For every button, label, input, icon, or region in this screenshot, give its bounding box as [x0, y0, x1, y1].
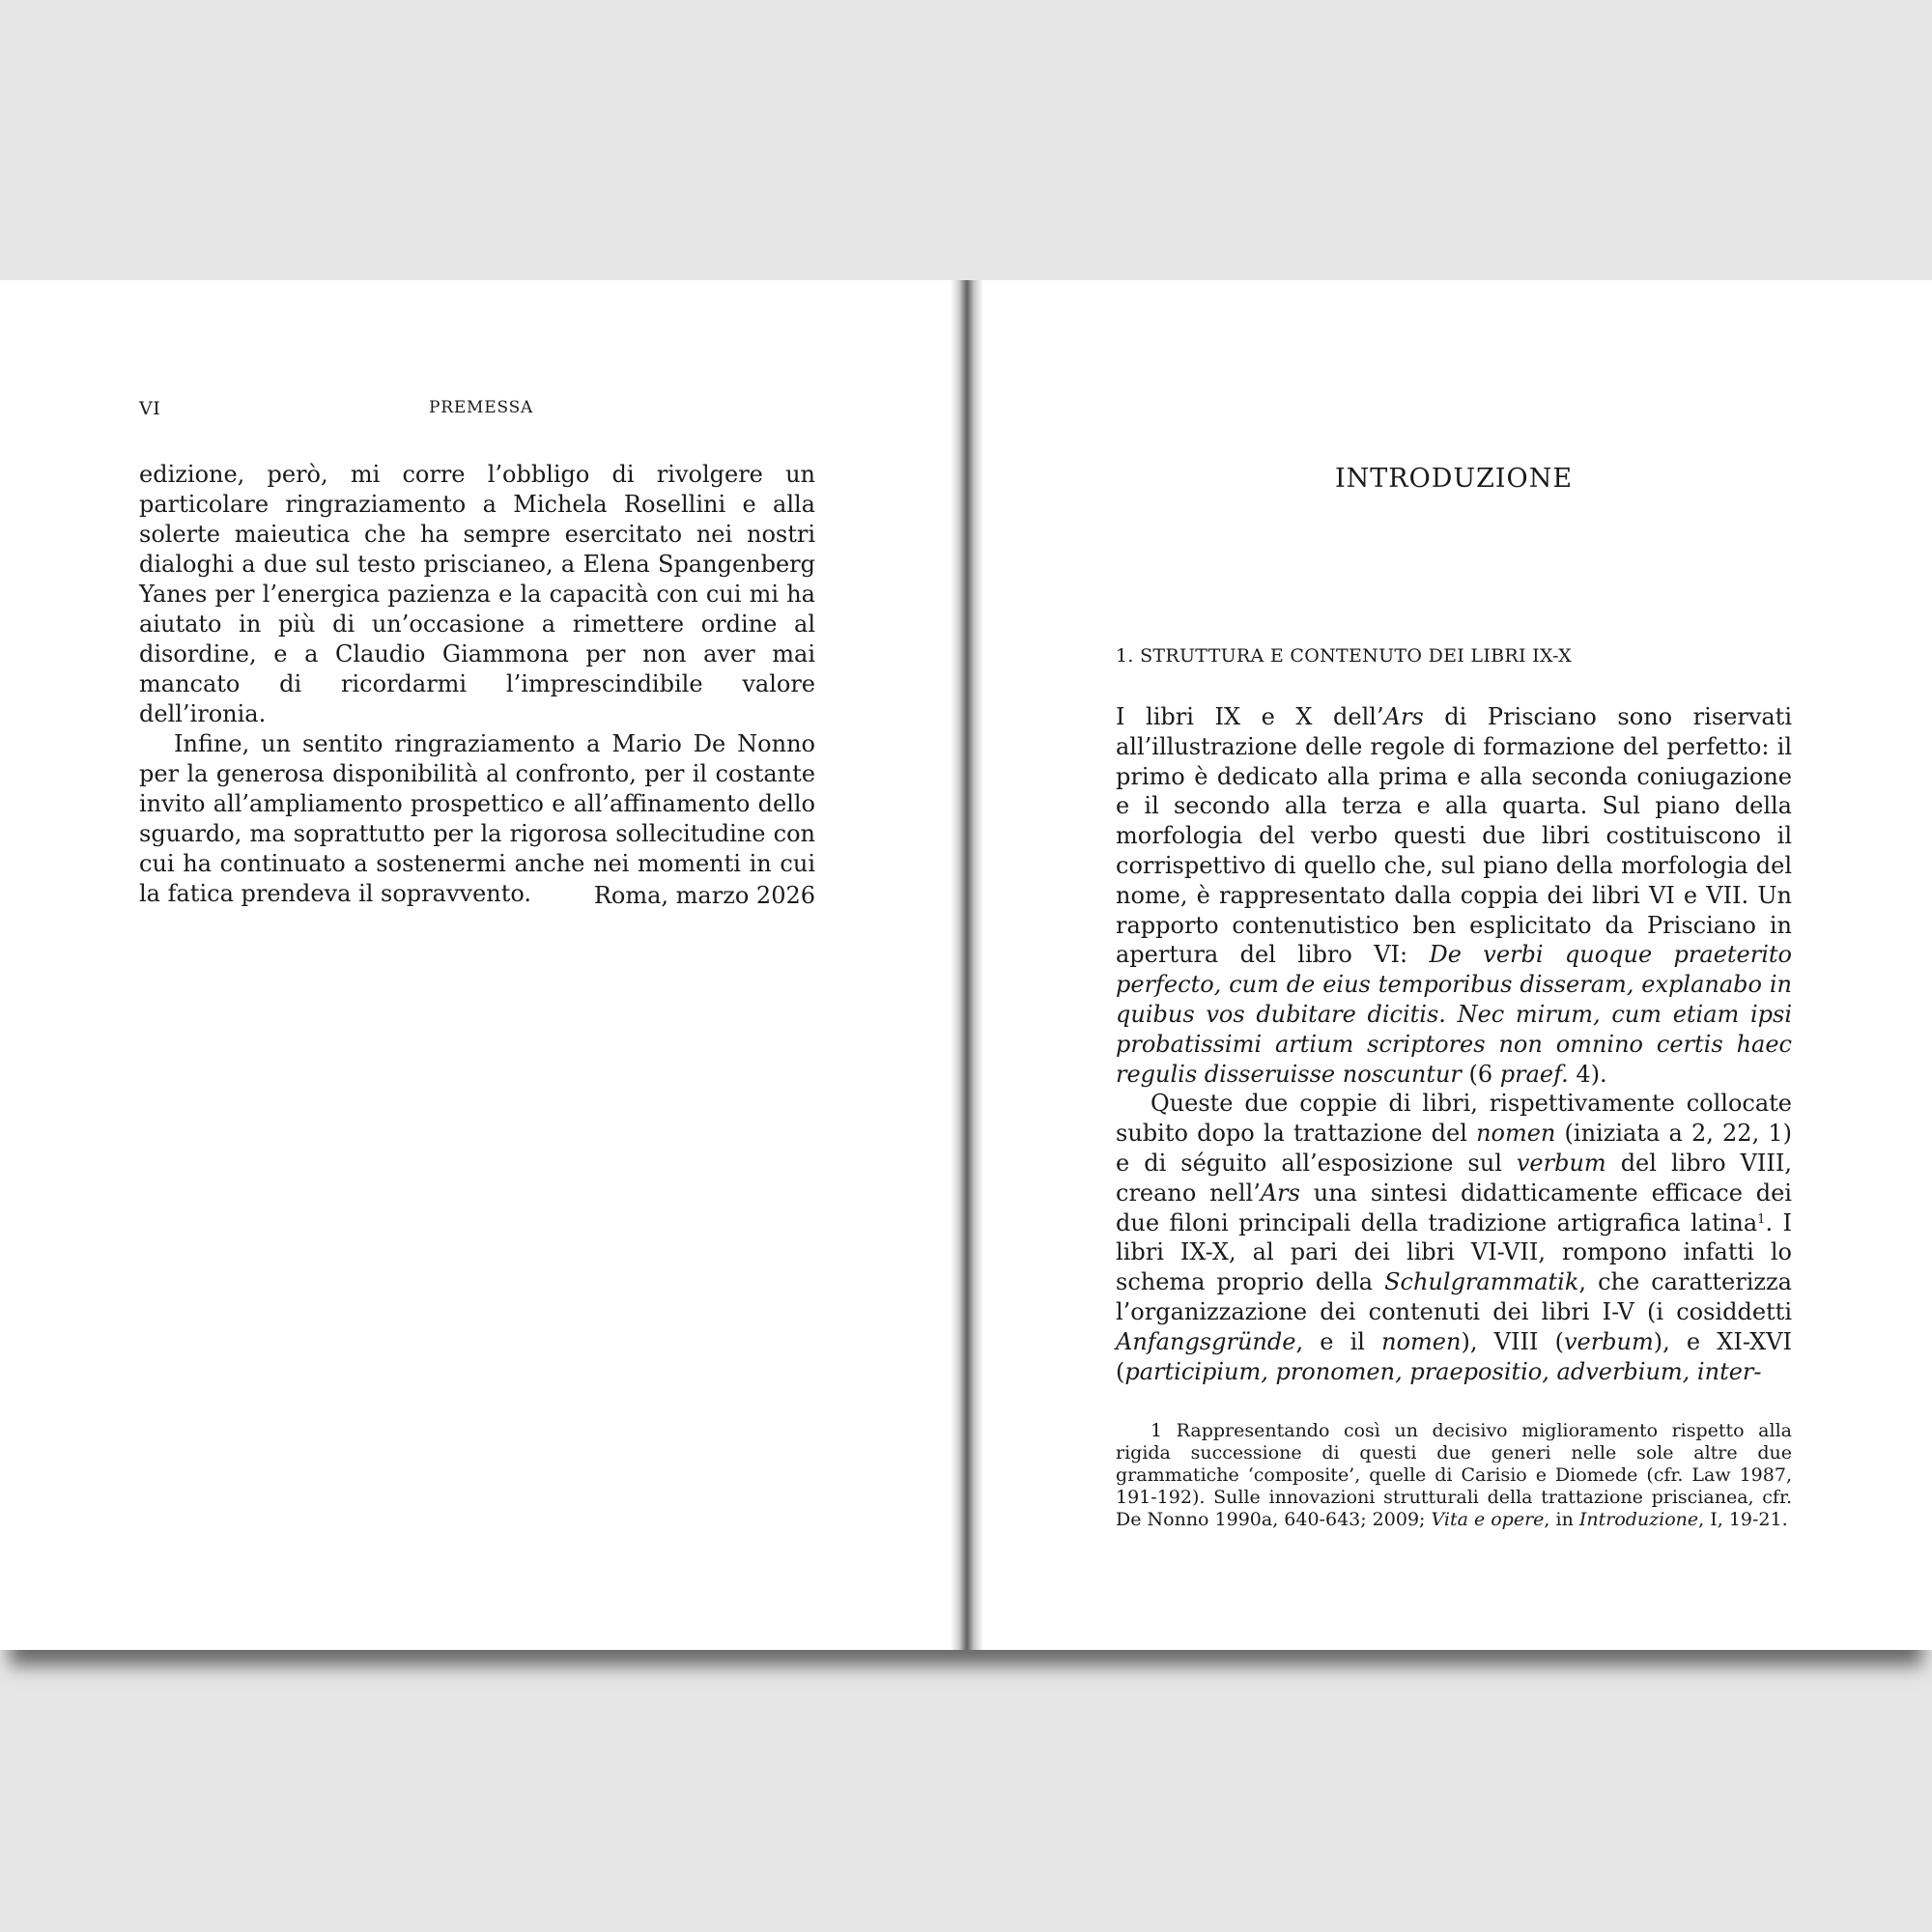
section-heading: 1. STRUTTURA E CONTENUTO DEI LIBRI IX-X	[1116, 645, 1572, 667]
chapter-title: INTRODUZIONE	[1334, 464, 1574, 494]
text-run: (iniziata a 2, 22, 1) e di séguito all’esposizione sul	[1116, 1120, 1793, 1177]
running-head-title: PREMESSA	[429, 398, 534, 417]
left-page	[0, 280, 951, 1650]
body-paragraph	[1116, 1089, 1792, 1386]
preface-body	[139, 460, 815, 909]
italic-run: Vita e opere	[1431, 1509, 1545, 1530]
text-run: , in	[1544, 1509, 1579, 1530]
italic-run: Ars	[1383, 703, 1424, 730]
book-spread	[0, 280, 1932, 1650]
italic-run: Schulgrammatik	[1384, 1268, 1579, 1296]
latin-quotation: De verbi quoque praeterito perfecto, cum de eius temporibus disseram, explanabo in quibus vos dubitare dicitis. Nec mirum, cum etiam ipsi probatissimi artium scriptores non omnino certis haec regulis disseruisse noscuntur	[1116, 941, 1792, 1088]
footnote	[1116, 1420, 1792, 1531]
text-run: . I libri IX-X, al pari dei libri VI-VII, rompono infatti lo schema proprio della	[1116, 1208, 1792, 1296]
italic-run: praef.	[1499, 1060, 1569, 1088]
italic-run: Introduzione	[1578, 1509, 1699, 1530]
italic-run: participium, pronomen, praepositio, adverbium, inter-	[1124, 1357, 1762, 1385]
italic-run: nomen	[1381, 1327, 1462, 1355]
running-head	[139, 398, 815, 423]
preface-paragraph: Infine, un sentito ringraziamento a Mario De Nonno per la generosa disponibilità al confronto, per il costante invito all’ampliamento prospettico e all’affinamento dello sguardo, ma soprattutto per la rigorosa sollecitudine con cui ha continuato a sostenermi anche nei momenti in cui la fatica prendeva il sopravvento.	[139, 730, 815, 907]
page-number: VI	[139, 398, 161, 419]
italic-run: verbum	[1516, 1149, 1606, 1177]
italic-run: Anfangsgründe	[1116, 1327, 1296, 1355]
introduction-body	[1116, 702, 1792, 1386]
text-run: del libro VIII, creano nell’	[1116, 1149, 1792, 1207]
text-run: ), e XI-XVI (	[1116, 1327, 1793, 1385]
text-run: , I, 19-21.	[1698, 1509, 1788, 1530]
italic-run: verbum	[1563, 1327, 1654, 1355]
text-run: , che caratterizza l’organizzazione dei contenuti dei libri I-V (i cosiddetti	[1116, 1268, 1792, 1325]
book-gutter-shadow	[951, 280, 983, 1650]
footnote-marker: 1	[1757, 1211, 1766, 1227]
text-run: (6	[1461, 1060, 1500, 1088]
right-page	[983, 280, 1932, 1650]
body-paragraph	[1116, 702, 1792, 1089]
text-run: una sintesi didatticamente efficace dei due filoni principali della tradizione artigrafica latina	[1116, 1179, 1792, 1236]
text-run: 1 Rappresentando così un decisivo miglioramento rispetto alla rigida successione di questi due generi nelle sole altre due grammatiche ‘composite’, quelle di Carisio e Diomede (cfr. Law 1987, 191-192). Sulle innovazioni strutturali della trattazione priscianea, cfr. De Nonno 1990a, 640-643; 2009;	[1116, 1420, 1792, 1530]
text-run: I libri IX e X dell’	[1116, 703, 1384, 730]
place-date-signoff: Roma, marzo 2026	[593, 882, 815, 909]
italic-run: nomen	[1476, 1120, 1556, 1148]
text-run: 4).	[1568, 1060, 1607, 1088]
text-run: Queste due coppie di libri, rispettivamente collocate subito dopo la trattazione del	[1116, 1090, 1792, 1148]
text-run: di Prisciano sono riservati all’illustrazione delle regole di formazione del perfetto: il primo è dedicato alla prima e alla seconda coniugazione e il secondo alla terza e alla quarta. Sul piano della morfologia del verbo questi due libri costituiscono il corrispettivo di quello che, sul piano della morfologia del nome, è rappresentato dalla coppia dei libri VI e VII. Un rapporto contenutistico ben esplicitato da Prisciano in apertura del libro VI:	[1116, 703, 1793, 969]
text-run: ), VIII (	[1461, 1327, 1564, 1355]
preface-paragraph: edizione, però, mi corre l’obbligo di rivolgere un particolare ringraziamento a Michela Rosellini e alla solerte maieutica che ha sempre esercitato nei nostri dialoghi a due sul testo priscianeo, a Elena Spangenberg Yanes per l’energica pazienza e la capacità con cui mi ha aiutato in più di un’occasione a rimettere ordine al disordine, e a Claudio Giammona per non aver mai mancato di ricordarmi l’imprescindibile valore dell’ironia.	[139, 461, 815, 727]
text-run: , e il	[1295, 1327, 1382, 1355]
italic-run: Ars	[1260, 1179, 1300, 1207]
